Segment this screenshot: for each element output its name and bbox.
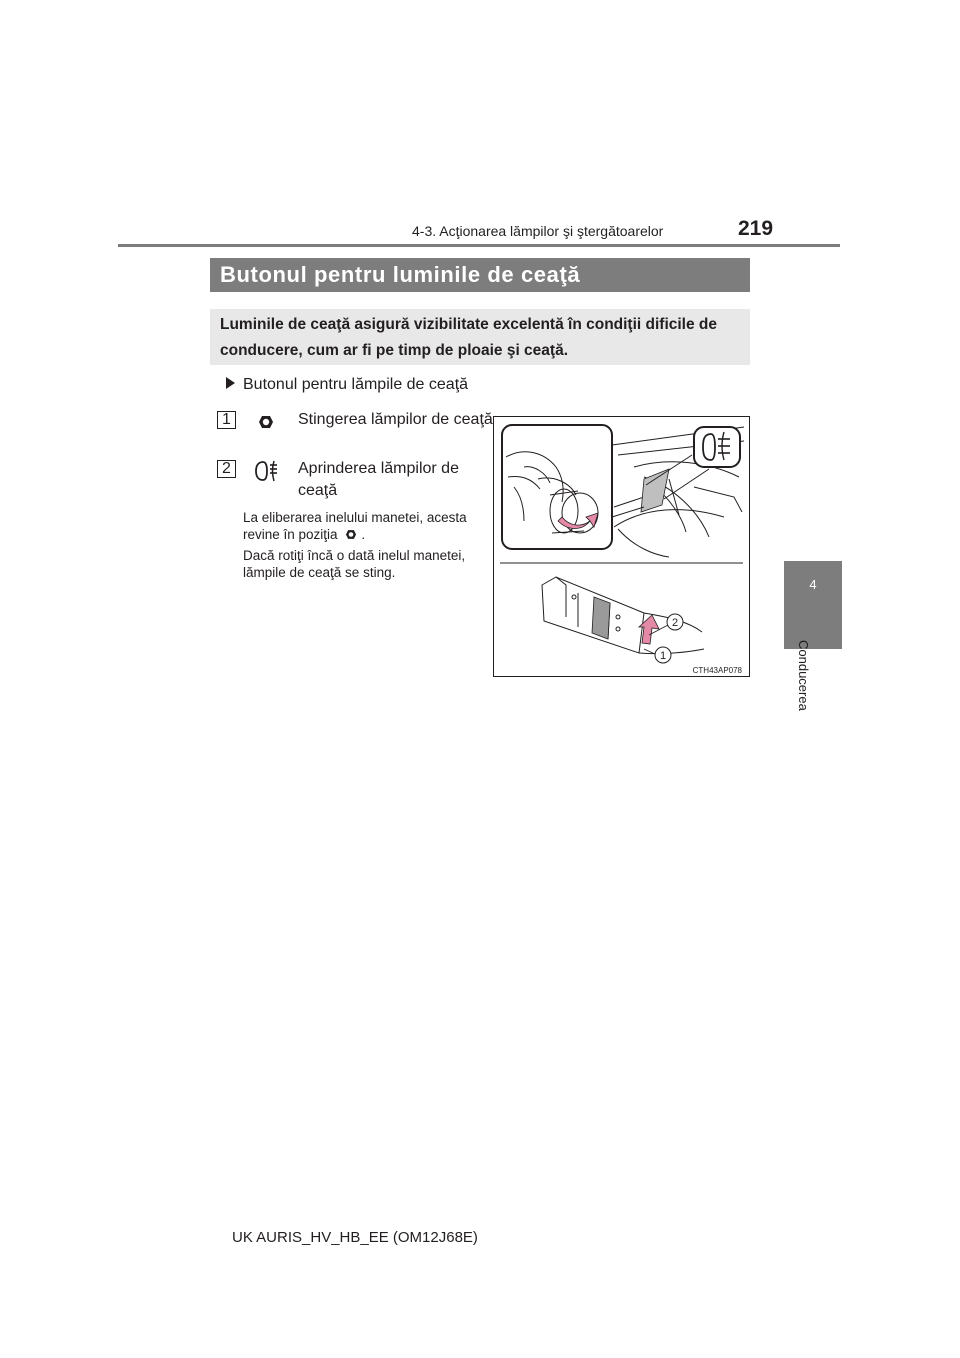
item-number-2: 2 <box>217 460 236 478</box>
note-turn-again: Dacă rotiţi încă o dată inelul manetei, lămpile de ceaţă se sting. <box>243 548 466 580</box>
chapter-number: 4 <box>809 577 817 592</box>
page-title: Butonul pentru luminile de ceaţă <box>210 258 750 292</box>
triangle-bullet-icon <box>226 377 235 389</box>
front-fog-light-icon <box>254 459 280 488</box>
header-divider <box>118 244 840 247</box>
item-number-1: 1 <box>217 411 236 429</box>
subheading <box>226 376 468 394</box>
illustration-code: CTH43AP078 <box>692 666 742 675</box>
intro-text: Luminile de ceaţă asigură vizibilitate excelentă în condiţii dificile de conducere, cum ar fi pe timp de ploaie şi ceaţă. <box>210 309 750 365</box>
fog-switch-illustration <box>493 416 750 677</box>
chapter-label: Conducerea <box>796 640 811 711</box>
chapter-tab <box>784 561 842 649</box>
item-text-1: Stingerea lămpilor de ceaţă <box>298 411 493 428</box>
callout-2: 2 <box>671 617 679 629</box>
subheading-text: Butonul pentru lămpile de ceaţă <box>243 376 469 393</box>
note-release-ring: La eliberarea inelului manetei, acesta revine în poziţia . <box>243 510 467 542</box>
item-text-2: Aprinderea lămpilor de ceaţă <box>298 460 459 499</box>
callout-1: 1 <box>659 650 667 662</box>
section-header: 4-3. Acţionarea lămpilor şi ştergătoarelor <box>412 223 664 239</box>
page-number: 219 <box>738 217 774 240</box>
fog-light-off-icon <box>256 413 276 436</box>
fog-light-off-icon <box>343 528 359 541</box>
document-footer: UK AURIS_HV_HB_EE (OM12J68E) <box>232 1229 478 1246</box>
